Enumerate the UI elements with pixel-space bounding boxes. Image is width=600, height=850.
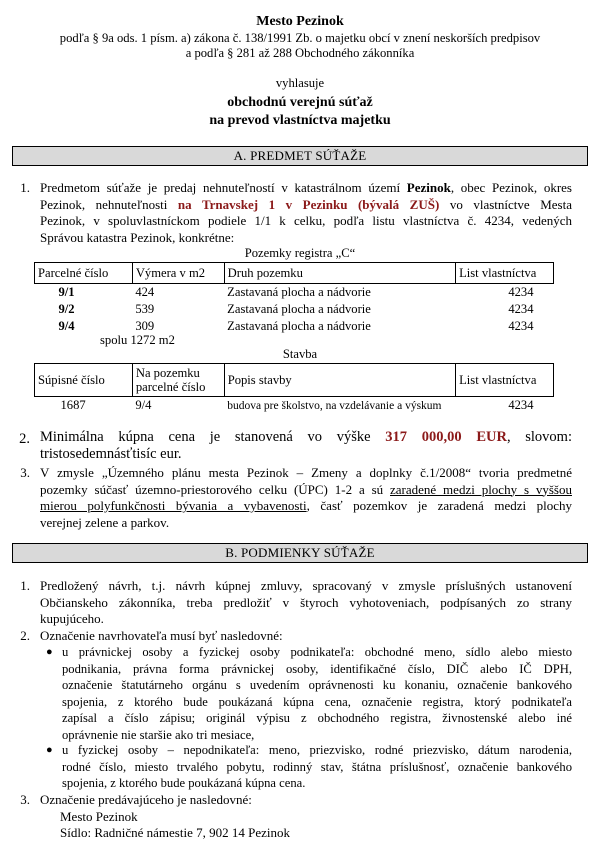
- bullet1-line: označenie štatutárneho orgánu s uvedením oprávnenosti ku konaniu, označenie bankového: [62, 678, 572, 692]
- land-ownership: 4234: [508, 319, 534, 333]
- item-a3-zone-underlined: zaradené medzi plochy s vyššou: [390, 481, 572, 497]
- contest-subtitle: na prevod vlastníctva majetku: [209, 113, 391, 128]
- item-b1-line2: Občianskeho zákonníka, treba predložiť v štyroch vyhotoveniach, podpísaných zo strany: [40, 594, 572, 610]
- land-table-header: [35, 263, 554, 284]
- bullet1-line: spojenia, z ktorého bude poukázaná kúpna cena, označenie registra, ktorý podnikateľa: [62, 694, 572, 709]
- item-b1-line1: Predložený návrh, t.j. návrh kúpnej zmluvy, spracovaný v zmysle príslušných ustanovení: [40, 578, 572, 593]
- item-a3-zone-underlined-2: mierou polyfunkčnosti bývania a vybavenosti: [40, 498, 307, 513]
- item-b3-text: [40, 792, 572, 842]
- section-b-heading: B. PODMIENKY SÚŤAŽE: [12, 543, 588, 563]
- land-type: Zastavaná plocha a nádvorie: [227, 319, 371, 333]
- item-a2-line2: tristosedemnásťtisíc eur.: [40, 446, 182, 462]
- item-a1-line4: Správou katastra Pezinok, konkrétne:: [40, 229, 235, 245]
- item-b1-line3: kupujúceho.: [40, 611, 104, 626]
- land-header-parcel: Parcelné číslo: [35, 263, 133, 284]
- item-b3-number: 3.: [20, 792, 30, 807]
- building-ownership: 4234: [508, 398, 534, 412]
- land-parcel: 9/2: [58, 302, 75, 316]
- item-a1-line2: Pezinok, nehnuteľnosti: [40, 196, 178, 212]
- contest-title: obchodnú verejnú súťaž: [227, 95, 373, 110]
- bullet1-line: podnikania, právna forma právnickej osoby, identifikačné číslo, DIČ alebo IČ DPH,: [62, 661, 572, 676]
- item-a1-number: 1.: [20, 180, 30, 195]
- building-number: 1687: [60, 398, 86, 412]
- building-table: [34, 363, 554, 414]
- land-parcel: 9/4: [58, 319, 75, 333]
- item-b3-line1: Označenie predávajúceho je nasledovné:: [40, 792, 252, 807]
- item-a2-line1: Minimálna kúpna cena je stanovená vo výške: [40, 429, 386, 445]
- city-title: Mesto Pezinok: [256, 14, 344, 29]
- item-b1-text: [40, 578, 572, 628]
- item-a1-line3: Pezinok, v spoluvlastníckom podiele 1/1 k celku, podľa listu vlastníctva č. 4234, vedených: [40, 213, 572, 228]
- land-parcel: 9/1: [58, 285, 75, 299]
- item-a3-line2: pozemky súčasť územno-priestorového celku (ÚPC) 1-2 a sú: [40, 481, 391, 497]
- bullet2-line: rodné číslo, miesto trvalého pobytu, rodinný stav, štátna príslušnosť, označenie bankového: [62, 759, 572, 774]
- land-table: [34, 262, 554, 335]
- item-a2-number: 2.: [19, 431, 30, 447]
- minimum-price: 317 000,00 EUR: [385, 429, 507, 445]
- building-header-description: Popis stavby: [224, 364, 455, 397]
- bullet1-line: u právnickej osoby a fyzickej osoby podnikateľa: obchodné meno, sídlo alebo miesto: [62, 645, 572, 659]
- land-area: 309: [135, 319, 155, 333]
- section-a-heading: A. PREDMET SÚŤAŽE: [12, 146, 588, 166]
- item-a1-text: [40, 180, 572, 246]
- land-ownership: 4234: [508, 302, 534, 316]
- item-a3-line3-end: , časť pozemkov je zaradená medzi plochy: [306, 498, 573, 513]
- land-area: 539: [135, 302, 155, 316]
- building-table-header: [35, 364, 554, 397]
- item-a3-line4: verejnej zelene a parkov.: [40, 514, 170, 530]
- item-b1-number: 1.: [20, 578, 30, 593]
- land-ownership: 4234: [508, 285, 534, 299]
- bullet1-line: oprávnenie nie staršie ako tri mesiace,: [62, 727, 255, 742]
- bullet-icon: ●: [46, 646, 53, 658]
- property-address: na Trnavskej 1 v Pezinku (bývalá ZUŠ): [177, 196, 440, 212]
- item-b2-bullet-natural-person: [62, 742, 572, 792]
- item-a1-line1: Predmetom súťaže je predaj nehnuteľností v katastrálnom území: [40, 180, 407, 195]
- land-table-caption: Pozemky registra „C“: [244, 246, 356, 260]
- land-type: Zastavaná plocha a nádvorie: [227, 285, 371, 299]
- land-header-area: Výmera v m2: [132, 263, 224, 284]
- item-a2-line1-end: , slovom:: [506, 429, 572, 445]
- bullet2-line: spojenia, z ktorého bude poukázaná kúpna cena.: [62, 776, 306, 790]
- building-header-number: Súpisné číslo: [35, 364, 133, 397]
- building-description: budova pre školstvo, na vzdelávanie a výskum: [227, 399, 442, 412]
- item-b2-intro: Označenie navrhovateľa musí byť nasledovné:: [40, 628, 283, 643]
- building-table-caption: Stavba: [282, 347, 318, 361]
- item-a1-line2-end: vo vlastníctve Mesta: [439, 196, 572, 212]
- item-b2-bullet-legal-entity: [62, 644, 572, 743]
- land-total: spolu 1272 m2: [100, 333, 175, 347]
- seller-address: Sídlo: Radničné námestie 7, 902 14 Pezinok: [60, 825, 290, 840]
- land-header-ownership: List vlastníctva: [456, 263, 554, 284]
- building-parcel: 9/4: [135, 398, 152, 412]
- building-header-parcel-line1: Na pozemku: [135, 366, 200, 380]
- legal-basis-line-1: podľa § 9a ods. 1 písm. a) zákona č. 138/1991 Zb. o majetku obcí v znení neskorších predpisov: [59, 31, 541, 45]
- building-header-ownership: List vlastníctva: [456, 364, 554, 397]
- bullet2-line: u fyzickej osoby – nepodnikateľa: meno, priezvisko, rodné priezvisko, dátum narodenia,: [62, 743, 572, 757]
- bullet-icon: ●: [46, 744, 53, 756]
- announces-text: vyhlasuje: [275, 76, 325, 90]
- item-a1-line1-end: , obec Pezinok, okres: [450, 180, 572, 195]
- table-row: [35, 397, 554, 415]
- item-b2-number: 2.: [20, 628, 30, 643]
- item-a1-line1-bold: Pezinok: [406, 180, 451, 195]
- table-row: [35, 301, 554, 318]
- land-area: 424: [135, 285, 155, 299]
- item-a3-number: 3.: [20, 465, 30, 480]
- item-a2-text: [40, 429, 572, 463]
- bullet1-line: zapísal a číslo zápisu; originál výpisu z obchodného registra, živnostenské alebo iné: [62, 711, 572, 725]
- table-row: [35, 284, 554, 302]
- item-a3-line1: V zmysle „Územného plánu mesta Pezinok – Zmeny a doplnky č.1/2008“ tvoria predmetné: [40, 465, 572, 480]
- land-type: Zastavaná plocha a nádvorie: [227, 302, 371, 316]
- land-header-type: Druh pozemku: [224, 263, 455, 284]
- item-a3-text: [40, 465, 572, 531]
- building-header-parcel: [132, 364, 224, 397]
- legal-basis-line-2: a podľa § 281 až 288 Obchodného zákonníka: [185, 46, 415, 60]
- seller-name: Mesto Pezinok: [60, 808, 138, 824]
- building-header-parcel-line2: parcelné číslo: [135, 380, 206, 394]
